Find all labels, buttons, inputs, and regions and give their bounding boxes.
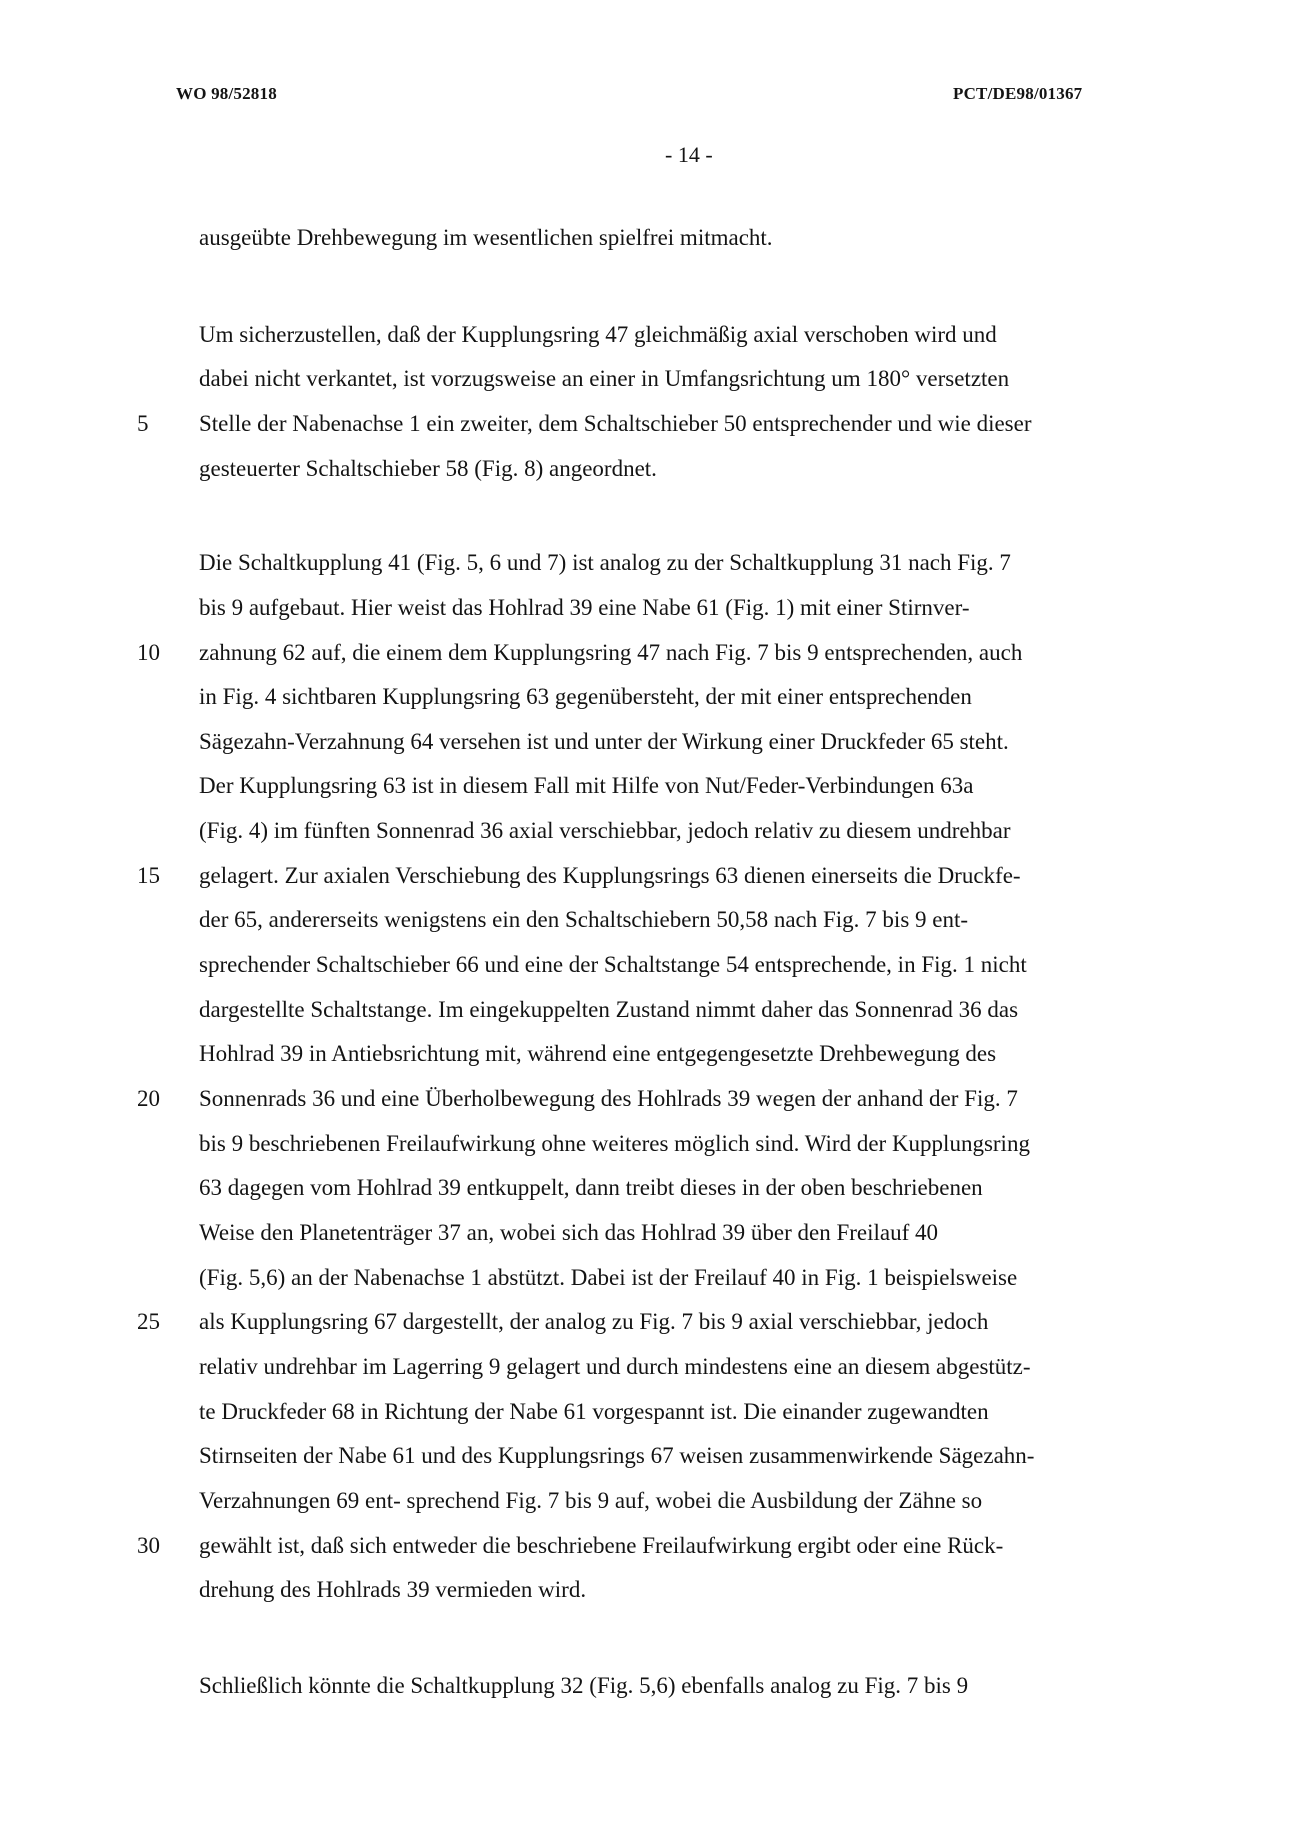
text-line: gesteuerter Schaltschieber 58 (Fig. 8) angeordnet. [199, 456, 657, 481]
text-line: Sägezahn-Verzahnung 64 versehen ist und unter der Wirkung einer Druckfeder 65 steht. [199, 729, 1009, 754]
text-line: Stelle der Nabenachse 1 ein zweiter, dem Schaltschieber 50 entsprechender und wie dieser [199, 411, 1032, 436]
line-number: 10 [137, 640, 160, 665]
page-number: - 14 - [665, 142, 713, 167]
page-header-left: WO 98/52818 [176, 84, 277, 103]
text-line: Weise den Planetenträger 37 an, wobei sich das Hohlrad 39 über den Freilauf 40 [199, 1220, 939, 1245]
text-line: ausgeübte Drehbewegung im wesentlichen spielfrei mitmacht. [199, 225, 773, 250]
text-line: Hohlrad 39 in Antiebsrichtung mit, während eine entgegengesetzte Drehbewegung des [199, 1041, 997, 1066]
text-line: bis 9 beschriebenen Freilaufwirkung ohne weiteres möglich sind. Wird der Kupplungsring [199, 1131, 1030, 1156]
text-line: zahnung 62 auf, die einem dem Kupplungsring 47 nach Fig. 7 bis 9 entsprechenden, auch [199, 640, 1023, 665]
text-line: (Fig. 5,6) an der Nabenachse 1 abstützt. Dabei ist der Freilauf 40 in Fig. 1 beispielsweise [199, 1265, 1018, 1290]
line-number: 30 [137, 1533, 160, 1558]
text-line: der 65, andererseits wenigstens ein den Schaltschiebern 50,58 nach Fig. 7 bis 9 ent- [199, 907, 969, 932]
text-line: Die Schaltkupplung 41 (Fig. 5, 6 und 7) ist analog zu der Schaltkupplung 31 nach Fig. 7 [199, 550, 1011, 575]
text-line: relativ undrehbar im Lagerring 9 gelagert und durch mindestens eine an diesem abgestütz- [199, 1354, 1031, 1379]
text-line: (Fig. 4) im fünften Sonnenrad 36 axial verschiebbar, jedoch relativ zu diesem undrehbar [199, 818, 1011, 843]
text-line: Verzahnungen 69 ent- sprechend Fig. 7 bis 9 auf, wobei die Ausbildung der Zähne so [199, 1488, 983, 1513]
text-line: in Fig. 4 sichtbaren Kupplungsring 63 gegenübersteht, der mit einer entsprechenden [199, 684, 972, 709]
text-line: te Druckfeder 68 in Richtung der Nabe 61 vorgespannt ist. Die einander zugewandten [199, 1399, 989, 1424]
text-line: dabei nicht verkantet, ist vorzugsweise an einer in Umfangsrichtung um 180° versetzten [199, 366, 1010, 391]
page-header-right: PCT/DE98/01367 [953, 84, 1083, 103]
line-number: 5 [137, 411, 149, 436]
text-line: drehung des Hohlrads 39 vermieden wird. [199, 1577, 587, 1602]
text-line: bis 9 aufgebaut. Hier weist das Hohlrad 39 eine Nabe 61 (Fig. 1) mit einer Stirnver- [199, 595, 970, 620]
line-number: 15 [137, 863, 160, 888]
line-number: 25 [137, 1309, 160, 1334]
text-line: als Kupplungsring 67 dargestellt, der analog zu Fig. 7 bis 9 axial verschiebbar, jedoch [199, 1309, 989, 1334]
text-line: gelagert. Zur axialen Verschiebung des Kupplungsrings 63 dienen einerseits die Druckfe- [199, 863, 1021, 888]
text-line: dargestellte Schaltstange. Im eingekuppelten Zustand nimmt daher das Sonnenrad 36 das [199, 997, 1019, 1022]
text-line: Schließlich könnte die Schaltkupplung 32 (Fig. 5,6) ebenfalls analog zu Fig. 7 bis 9 [199, 1673, 969, 1698]
text-line: gewählt ist, daß sich entweder die beschriebene Freilaufwirkung ergibt oder eine Rück- [199, 1533, 1004, 1558]
text-line: 63 dagegen vom Hohlrad 39 entkuppelt, dann treibt dieses in der oben beschriebenen [199, 1175, 983, 1200]
text-line: sprechender Schaltschieber 66 und eine der Schaltstange 54 entsprechende, in Fig. 1 nicht [199, 952, 1027, 977]
text-line: Um sicherzustellen, daß der Kupplungsring 47 gleichmäßig axial verschoben wird und [199, 322, 997, 347]
line-number: 20 [137, 1086, 160, 1111]
text-line: Stirnseiten der Nabe 61 und des Kupplungsrings 67 weisen zusammenwirkende Sägezahn- [199, 1443, 1035, 1468]
text-line: Der Kupplungsring 63 ist in diesem Fall mit Hilfe von Nut/Feder-Verbindungen 63a [199, 773, 974, 798]
text-line: Sonnenrads 36 und eine Überholbewegung des Hohlrads 39 wegen der anhand der Fig. 7 [199, 1086, 1018, 1111]
